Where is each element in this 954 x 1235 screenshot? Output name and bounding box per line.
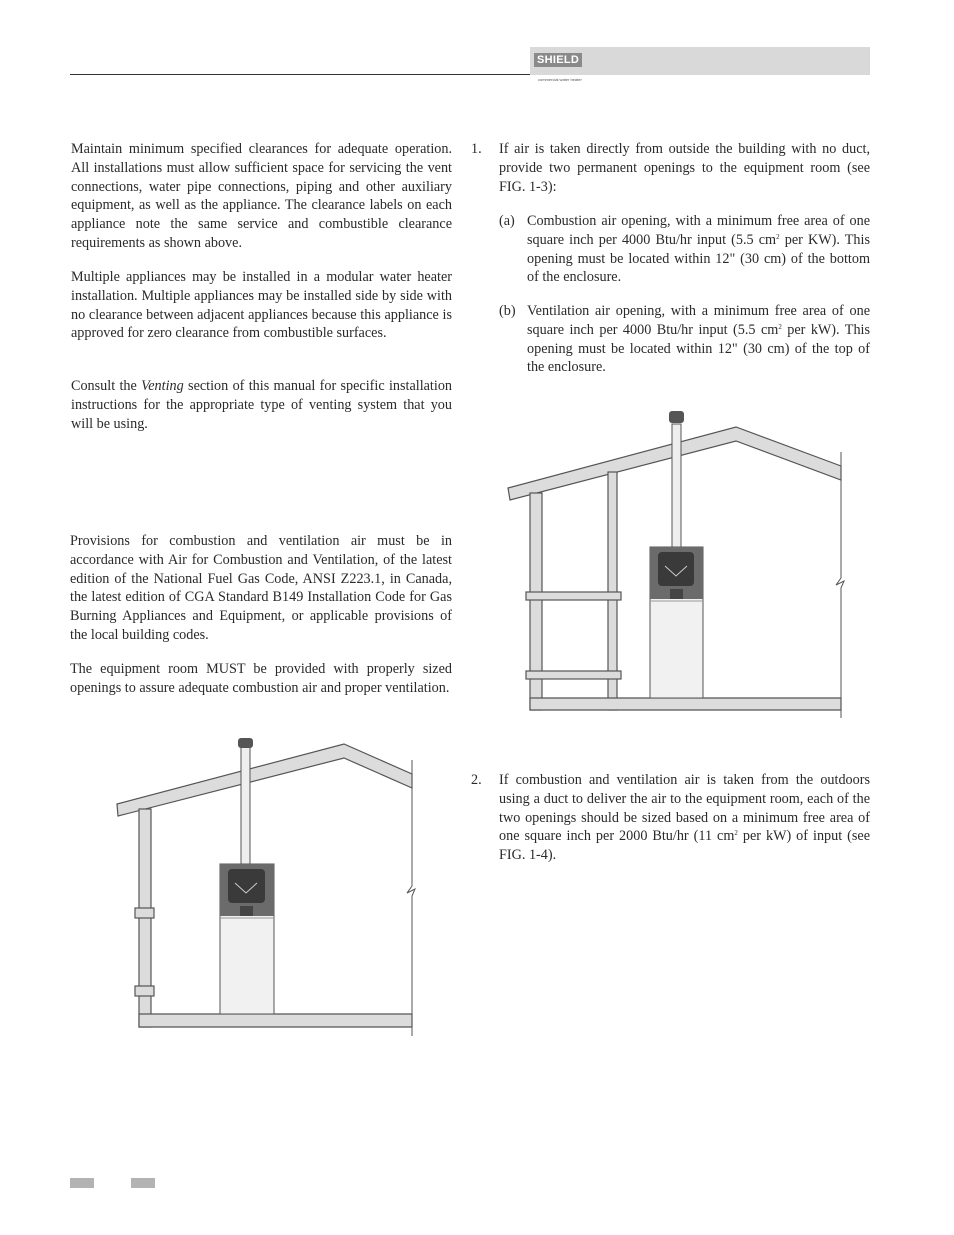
item-2-number: 2. [471, 772, 482, 788]
lower-duct-opening [135, 986, 154, 996]
figure-ducted-air-openings [110, 730, 420, 1045]
logo-tagline: commercial water heater [538, 77, 582, 82]
item-1a-text: Combustion air opening, with a minimum free area of one square inch per 4000 Btu/hr input (5.5 $cm^2$ per KW). This opening must be located within 12" (30 cm) of the bottom of the enclosure. [527, 213, 870, 286]
wall-break-line [407, 760, 415, 1036]
logo-wordmark: SHIELD [534, 53, 582, 67]
header-banner [530, 47, 870, 82]
upper-duct-opening [135, 908, 154, 918]
vent-pipe [672, 424, 681, 548]
brand-logo [534, 50, 582, 86]
item-1b-label: (b) [499, 303, 516, 319]
equipment-room-paragraph: The equipment room MUST be provided with properly sized openings to assure adequate combustion air and proper ventilation. [70, 661, 452, 696]
modular-install-paragraph: Multiple appliances may be installed in a modular water heater installation. Multiple appliances may be installed side by side with no clearance between adjacent appliances because this appliance is approved for zero clearance from combustible surfaces. [71, 269, 452, 342]
footer-tab-left [70, 1178, 94, 1188]
header-rule [70, 74, 598, 75]
water-heater [220, 864, 274, 1014]
item-1-text: If air is taken directly from outside the building with no duct, provide two permanent openings to the equipment room (see FIG. 1-3): [499, 141, 870, 195]
item-2-text: If combustion and ventilation air is taken from the outdoors using a duct to deliver the air to the equipment room, each of the two openings should be sized based on a minimum free area of one square inch per 2000 Btu/hr (11 $cm^2$ per kW) of input (see FIG. 1-4). [499, 772, 870, 864]
vent-cap [238, 738, 253, 748]
roof [117, 744, 412, 816]
clearance-paragraph: Maintain minimum specified clearances for adequate operation. All installations must allow sufficient space for servicing the vent connections, water pipe connections, piping and other auxiliary equipment, as well as the appliance. The clearance labels on each appliance note the same service and combustible clearance requirements as shown above. [71, 141, 452, 251]
vent-cap [669, 411, 684, 423]
footer-tab-right [131, 1178, 155, 1188]
item-1-number: 1. [471, 141, 482, 157]
water-heater [650, 547, 703, 698]
venting-reference-paragraph: Consult the Venting section of this manual for specific installation instructions for the appropriate type of venting system that you will be using. [71, 378, 453, 432]
floor [530, 698, 841, 710]
venting-section-name: Venting [141, 378, 184, 394]
wall-break-line [836, 452, 844, 718]
floor [139, 1014, 412, 1027]
upper-opening [526, 592, 621, 600]
vent-pipe [241, 747, 250, 866]
lower-opening [526, 671, 621, 679]
item-1a-label: (a) [499, 213, 515, 229]
item-1b-text: Ventilation air opening, with a minimum free area of one square inch per 4000 Btu/hr input (5.5 $cm^2$ per kW). This opening must be located within 12" (30 cm) of the top of the enclosure. [527, 303, 870, 376]
figure-direct-air-openings [500, 400, 850, 725]
combustion-air-paragraph: Provisions for combustion and ventilation air must be in accordance with Air for Combustion and Ventilation, of the latest edition of the National Fuel Gas Code, ANSI Z223.1, in Canada, the latest edition of CGA Standard B149 Installation Code for Gas Burning Appliances and Equipment, or applicable provisions of the local building codes. [70, 533, 452, 643]
